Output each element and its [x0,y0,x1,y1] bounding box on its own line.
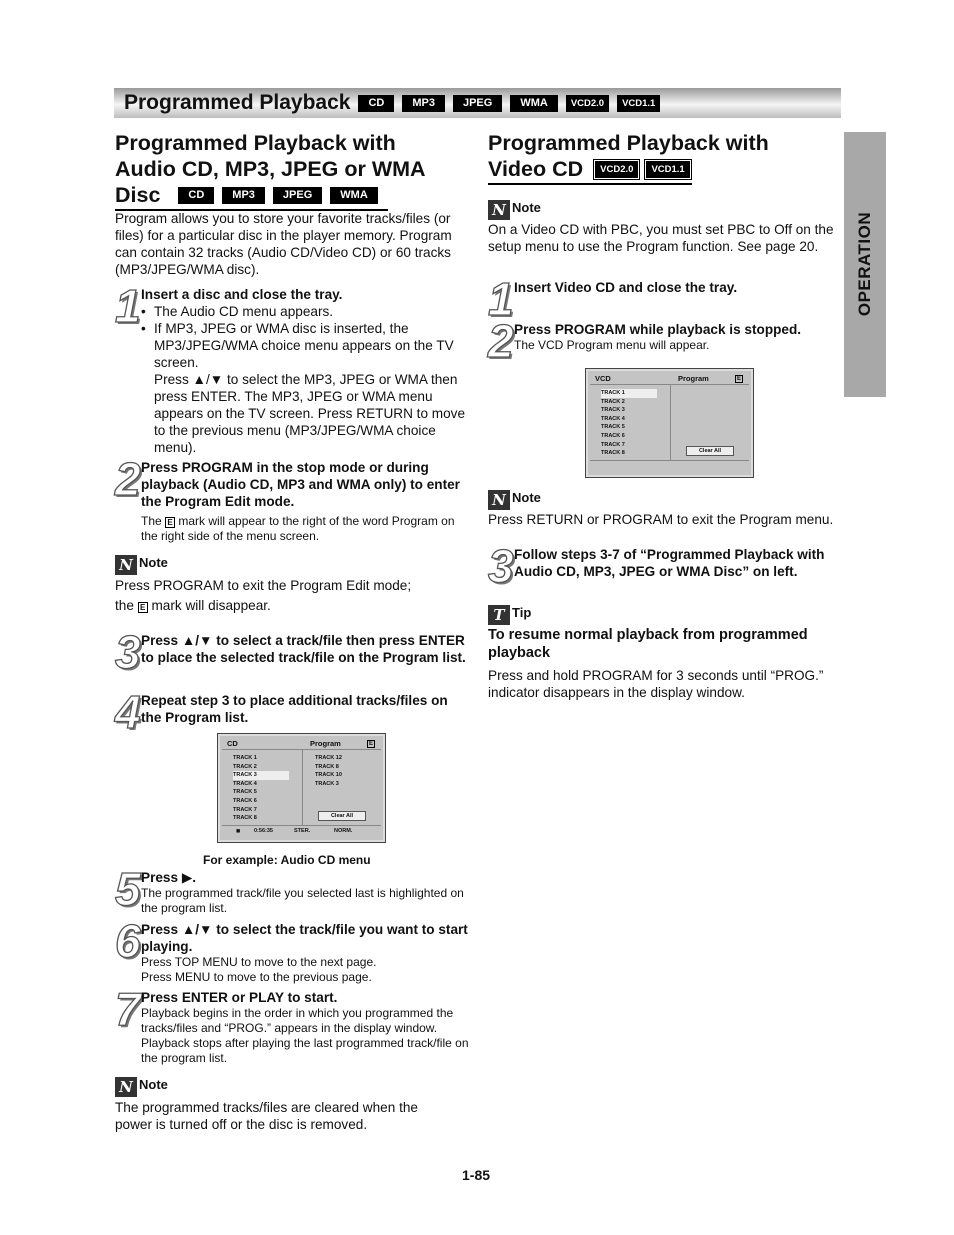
list-item[interactable]: TRACK 2 [601,398,625,405]
note-text: Press RETURN or PROGRAM to exit the Program menu. [488,512,834,527]
step-text: Playback stops after playing the last programmed track/file on the program list. [141,1036,469,1065]
step-title: Press ▲/▼ to select the track/file you want to start playing. [141,922,468,954]
note-label: Note [512,490,541,505]
tip-label: Tip [512,605,532,620]
left-intro: Program allows you to store your favorite tracks/files (or files) for a particular disc in the player memory. Program can contain 32 tracks (Audio CD/Video CD) or 60 tracks (MP3/JPEG/WMA disc). [115,211,452,277]
edit-mark-icon: E [138,602,148,613]
list-item[interactable]: TRACK 3 [233,771,289,780]
list-item[interactable]: TRACK 4 [601,415,625,422]
note-icon: N [488,200,510,220]
list-item[interactable]: TRACK 2 [233,763,257,770]
menu-header-left: VCD [595,374,611,383]
step-title: Repeat step 3 to place additional tracks/files on the Program list. [141,693,448,725]
step-text: mark will appear to the right of the word Program on the right side of the menu screen. [141,514,455,543]
page-number: 1-85 [462,1167,491,1183]
note-text: Press PROGRAM to exit the Program Edit mode; [115,578,412,593]
list-item[interactable]: TRACK 4 [233,780,257,787]
left-note-2 [115,1076,445,1133]
list-item[interactable]: TRACK 5 [233,789,257,796]
list-item[interactable]: TRACK 3 [315,780,339,787]
step-number: 7 [115,983,141,1035]
list-item[interactable]: TRACK 7 [601,441,625,448]
program-list [315,754,342,788]
badge-vcd11: VCD1.1 [617,95,660,112]
step-title: Press PROGRAM in the stop mode or during playback (Audio CD, MP3 and WMA only) to enter the Program Edit mode. [141,460,460,509]
step-title: Insert Video CD and close the tray. [514,280,738,295]
vcd-program-menu [585,368,754,478]
list-item[interactable]: TRACK 3 [601,407,625,414]
track-list [601,389,657,458]
note-label: Note [139,555,168,570]
list-item[interactable]: TRACK 10 [315,772,342,779]
step-text: The [141,514,162,528]
step-number: 3 [115,626,141,678]
step-number: 2 [488,315,514,367]
step-text: Press MENU to move to the previous page. [141,970,372,984]
stop-icon: ■ [236,828,241,836]
list-item[interactable]: TRACK 8 [315,763,339,770]
list-item[interactable]: TRACK 7 [233,806,257,813]
menu-divider [302,749,303,826]
badge-vcd20: VCD2.0 [566,95,609,112]
menu-divider [590,460,749,461]
badge-cd: CD [358,95,394,112]
list-item[interactable]: TRACK 6 [601,432,625,439]
step-title: Press ▲/▼ to select a track/file then press ENTER to place the selected track/file on the Program list. [141,633,466,665]
note-label: Note [512,200,541,215]
note-label: Note [139,1077,168,1092]
operation-side-tab [844,132,886,397]
badge-mp3: MP3 [402,95,445,112]
note-text: The programmed tracks/files are cleared when the power is turned off or the disc is removed. [115,1100,418,1132]
step-number: 1 [488,273,514,325]
left-badge-cd: CD [178,187,214,204]
track-list [233,754,289,823]
edit-mark-icon: E [368,741,373,747]
list-item[interactable]: TRACK 5 [601,424,625,431]
step-number: 1 [115,280,141,332]
note-icon: N [488,490,510,510]
left-heading-line3: Disc [115,183,161,207]
note-text: On a Video CD with PBC, you must set PBC to Off on the setup menu to use the Program function. See page 20. [488,222,834,254]
tip-icon: T [488,605,510,625]
step-title: Follow steps 3-7 of “Programmed Playback with Audio CD, MP3, JPEG or WMA Disc” on left. [514,547,825,579]
list-item[interactable]: TRACK 1 [601,389,657,398]
step-text: Press TOP MENU to move to the next page. [141,955,377,969]
tip-text: Press and hold PROGRAM for 3 seconds until “PROG.” indicator disappears in the display window. [488,668,824,700]
step-number: 2 [115,453,141,505]
right-heading-line1: Programmed Playback with [488,131,769,155]
edit-mark-icon: E [736,376,741,382]
step-number: 4 [115,686,141,738]
step-bullet: • The Audio CD menu appears. [141,303,469,320]
right-badge-vcd20: VCD2.0 [595,161,638,178]
clear-all-button[interactable]: Clear All [318,811,366,821]
step-text: The VCD Program menu will appear. [514,338,710,352]
menu-divider [222,825,381,826]
step-number: 3 [488,540,514,592]
badge-wma: WMA [510,95,558,112]
list-item[interactable]: TRACK 12 [315,755,342,761]
menu-caption: For example: Audio CD menu [203,853,371,867]
left-heading [115,130,465,211]
menu-header-right: Program [678,374,709,383]
list-item[interactable]: TRACK 8 [601,450,625,457]
step-title: Press ENTER or PLAY to start. [141,990,338,1005]
step-title: Press PROGRAM while playback is stopped. [514,322,802,337]
stereo-indicator: STER. [294,828,311,835]
left-heading-line2: Audio CD, MP3, JPEG or WMA [115,157,426,181]
note-text: the [115,598,134,613]
step-number: 5 [115,863,141,915]
elapsed-time: 0:56:35 [254,828,273,835]
step-title: Press ▶. [141,870,197,885]
right-heading-line2: Video CD [488,157,584,181]
note-icon: N [115,1077,137,1097]
list-item[interactable]: TRACK 1 [233,755,257,761]
left-heading-line1: Programmed Playback with [115,131,396,155]
step-title: Insert a disc and close the tray. [141,287,343,302]
left-note-1 [115,554,470,614]
step-text: Playback begins in the order in which you programmed the tracks/files and “PROG.” appears in the display window. [141,1006,454,1035]
left-badge-mp3: MP3 [222,187,265,204]
audio-cd-menu [217,733,386,843]
left-badge-wma: WMA [330,187,378,204]
clear-all-button[interactable]: Clear All [686,446,734,456]
banner-title: Programmed Playback [124,91,351,114]
side-tab-label: OPERATION [855,211,874,317]
badge-jpeg: JPEG [453,95,502,112]
step-number: 6 [115,915,141,967]
right-badge-vcd11: VCD1.1 [646,161,689,178]
left-badge-jpeg: JPEG [273,187,322,204]
note-icon: N [115,555,137,575]
right-tip [488,604,840,701]
tip-heading: To resume normal playback from programmed playback [488,627,808,661]
right-heading [488,130,828,185]
normal-indicator: NORM. [334,828,353,835]
list-item[interactable]: TRACK 8 [233,815,257,822]
right-note-2 [488,489,840,528]
menu-divider [670,384,671,461]
step-text: The programmed track/file you selected last is highlighted on the program list. [141,886,464,915]
step-bullet: • If MP3, JPEG or WMA disc is inserted, the MP3/JPEG/WMA choice menu appears on the TV screen. [141,320,469,371]
list-item[interactable]: TRACK 6 [233,797,257,804]
edit-mark-icon: E [165,517,175,528]
step-text: Press ▲/▼ to select the MP3, JPEG or WMA then press ENTER. The MP3, JPEG or WMA menu appears on the TV screen. Press RETURN to move to the previous menu (MP3/JPEG/WMA choice menu). [154,372,466,455]
section-banner [114,88,841,118]
right-note-1 [488,199,840,255]
note-text: mark will disappear. [151,598,271,613]
menu-header-left: CD [227,739,238,748]
menu-header-right: Program [310,739,341,748]
